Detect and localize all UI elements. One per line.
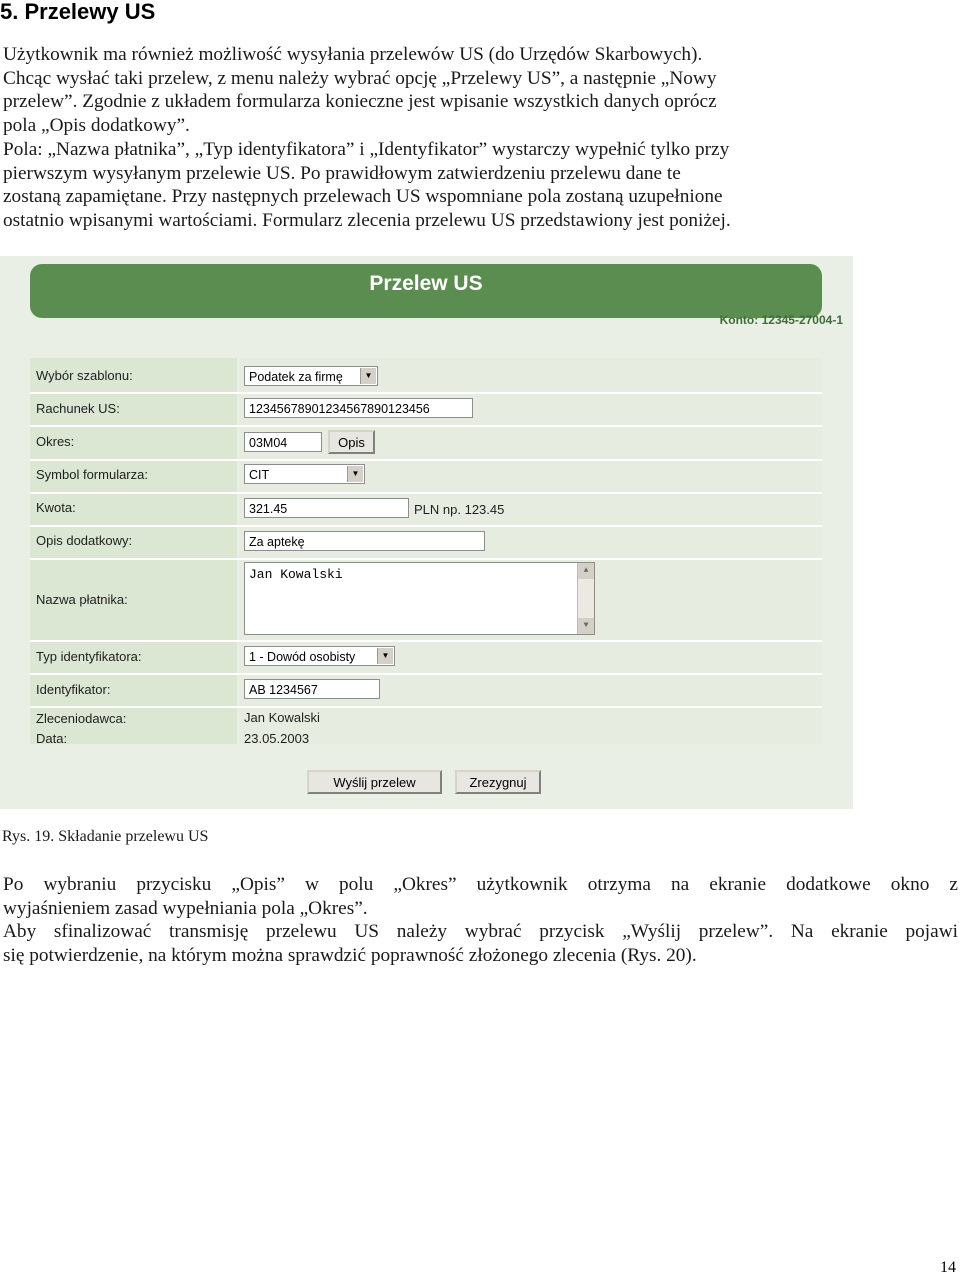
row-divider xyxy=(30,425,822,427)
figure-caption: Rys. 19. Składanie przelewu US xyxy=(2,828,209,845)
intro-paragraph xyxy=(3,43,853,233)
id-type-label: Typ identyfikatora: xyxy=(36,649,142,664)
date-label: Data: xyxy=(36,731,68,746)
row-divider xyxy=(30,706,822,708)
paragraph-line: Użytkownik ma również możliwość wysyłania przelewów US (do Urzędów Skarbowych). xyxy=(3,44,703,65)
account-number: Konto: 12345-27004-1 xyxy=(719,313,843,327)
template-label: Wybór szablonu: xyxy=(36,368,133,383)
row-divider xyxy=(30,492,822,494)
template-select-value: Podatek za firmę xyxy=(249,370,343,384)
form-screenshot xyxy=(0,256,853,809)
row-divider xyxy=(30,673,822,675)
paragraph-line: pola „Opis dodatkowy”. xyxy=(3,115,190,137)
opis-button[interactable]: Opis xyxy=(328,430,375,454)
date-value: 23.05.2003 xyxy=(244,731,310,746)
id-type-select[interactable] xyxy=(244,646,395,666)
period-label: Okres: xyxy=(36,434,75,449)
paragraph-line: Aby sfinalizować transmisję przelewu US należy wybrać przycisk „Wyślij przelew”. Na ekranie pojawi xyxy=(3,921,958,943)
closing-paragraph xyxy=(3,873,958,968)
paragraph-line: zostaną zapamiętane. Przy następnych przelewach US wspomniane pola zostaną uzupełnione xyxy=(3,186,723,208)
cancel-button[interactable]: Zrezygnuj xyxy=(455,770,541,794)
ordering-party-value: Jan Kowalski xyxy=(244,710,320,725)
description-input-value: Za aptekę xyxy=(249,535,305,549)
description-input[interactable] xyxy=(244,531,485,551)
description-label: Opis dodatkowy: xyxy=(36,533,133,548)
dropdown-arrow-icon[interactable]: ▼ xyxy=(347,466,363,482)
send-transfer-button[interactable]: Wyślij przelew xyxy=(307,770,442,794)
page-number: 14 xyxy=(940,1259,956,1276)
row-divider xyxy=(30,558,822,560)
paragraph-line: Chcąc wysłać taki przelew, z menu należy wybrać opcję „Przelewy US”, a następnie „Nowy xyxy=(3,67,717,89)
account-input[interactable] xyxy=(244,398,473,418)
amount-input[interactable] xyxy=(244,498,409,518)
template-select[interactable] xyxy=(244,366,378,386)
row-divider xyxy=(30,640,822,642)
row-divider xyxy=(30,525,822,527)
form-banner xyxy=(30,264,822,318)
dropdown-arrow-icon[interactable]: ▼ xyxy=(377,648,393,664)
paragraph-line: przelew”. Zgodnie z układem formularza konieczne jest wpisanie wszystkich danych oprócz xyxy=(3,91,717,113)
period-input[interactable] xyxy=(244,432,322,452)
row-divider xyxy=(30,459,822,461)
identifier-input[interactable] xyxy=(244,679,380,699)
paragraph-line: Po wybraniu przycisku „Opis” w polu „Okres” użytkownik otrzyma na ekranie dodatkowe okno z xyxy=(3,874,958,895)
amount-input-value: 321.45 xyxy=(249,502,288,516)
paragraph-line: wyjaśnieniem zasad wypełniania pola „Okres”. xyxy=(3,897,368,919)
textarea-scrollbar[interactable] xyxy=(577,563,594,634)
amount-hint: PLN np. 123.45 xyxy=(414,502,505,517)
paragraph-line: Pola: „Nazwa płatnika”, „Typ identyfikatora” i „Identyfikator” wystarczy wypełnić tylko przy xyxy=(3,138,730,160)
form-symbol-select[interactable] xyxy=(244,464,365,484)
identifier-label: Identyfikator: xyxy=(36,682,111,697)
payer-name-label: Nazwa płatnika: xyxy=(36,592,128,607)
payer-name-textarea[interactable] xyxy=(244,562,595,635)
payer-name-value: Jan Kowalski xyxy=(249,567,343,582)
scroll-down-icon[interactable]: ▼ xyxy=(578,618,594,634)
row-divider xyxy=(30,392,822,394)
form-symbol-label: Symbol formularza: xyxy=(36,467,148,482)
identifier-input-value: AB 1234567 xyxy=(249,683,318,697)
paragraph-line: ostatnio wpisanymi wartościami. Formularz zlecenia przelewu US przedstawiony jest poniżej. xyxy=(3,209,731,231)
account-input-value: 12345678901234567890123456 xyxy=(249,402,430,416)
id-type-select-value: 1 - Dowód osobisty xyxy=(249,650,356,664)
period-input-value: 03M04 xyxy=(249,436,288,450)
amount-label: Kwota: xyxy=(36,500,76,515)
dropdown-arrow-icon[interactable]: ▼ xyxy=(360,368,376,384)
paragraph-line: się potwierdzenie, na którym można sprawdzić poprawność złożonego zlecenia (Rys. 20). xyxy=(3,945,697,967)
section-heading: 5. Przelewy US xyxy=(0,0,156,24)
paragraph-line: pierwszym wysyłanym przelewie US. Po prawidłowym zatwierdzeniu przelewu dane te xyxy=(3,162,681,184)
form-symbol-select-value: CIT xyxy=(249,468,270,482)
scroll-up-icon[interactable]: ▲ xyxy=(578,563,594,579)
form-title: Przelew US xyxy=(369,272,483,295)
account-label: Rachunek US: xyxy=(36,401,120,416)
ordering-party-label: Zleceniodawca: xyxy=(36,711,127,726)
